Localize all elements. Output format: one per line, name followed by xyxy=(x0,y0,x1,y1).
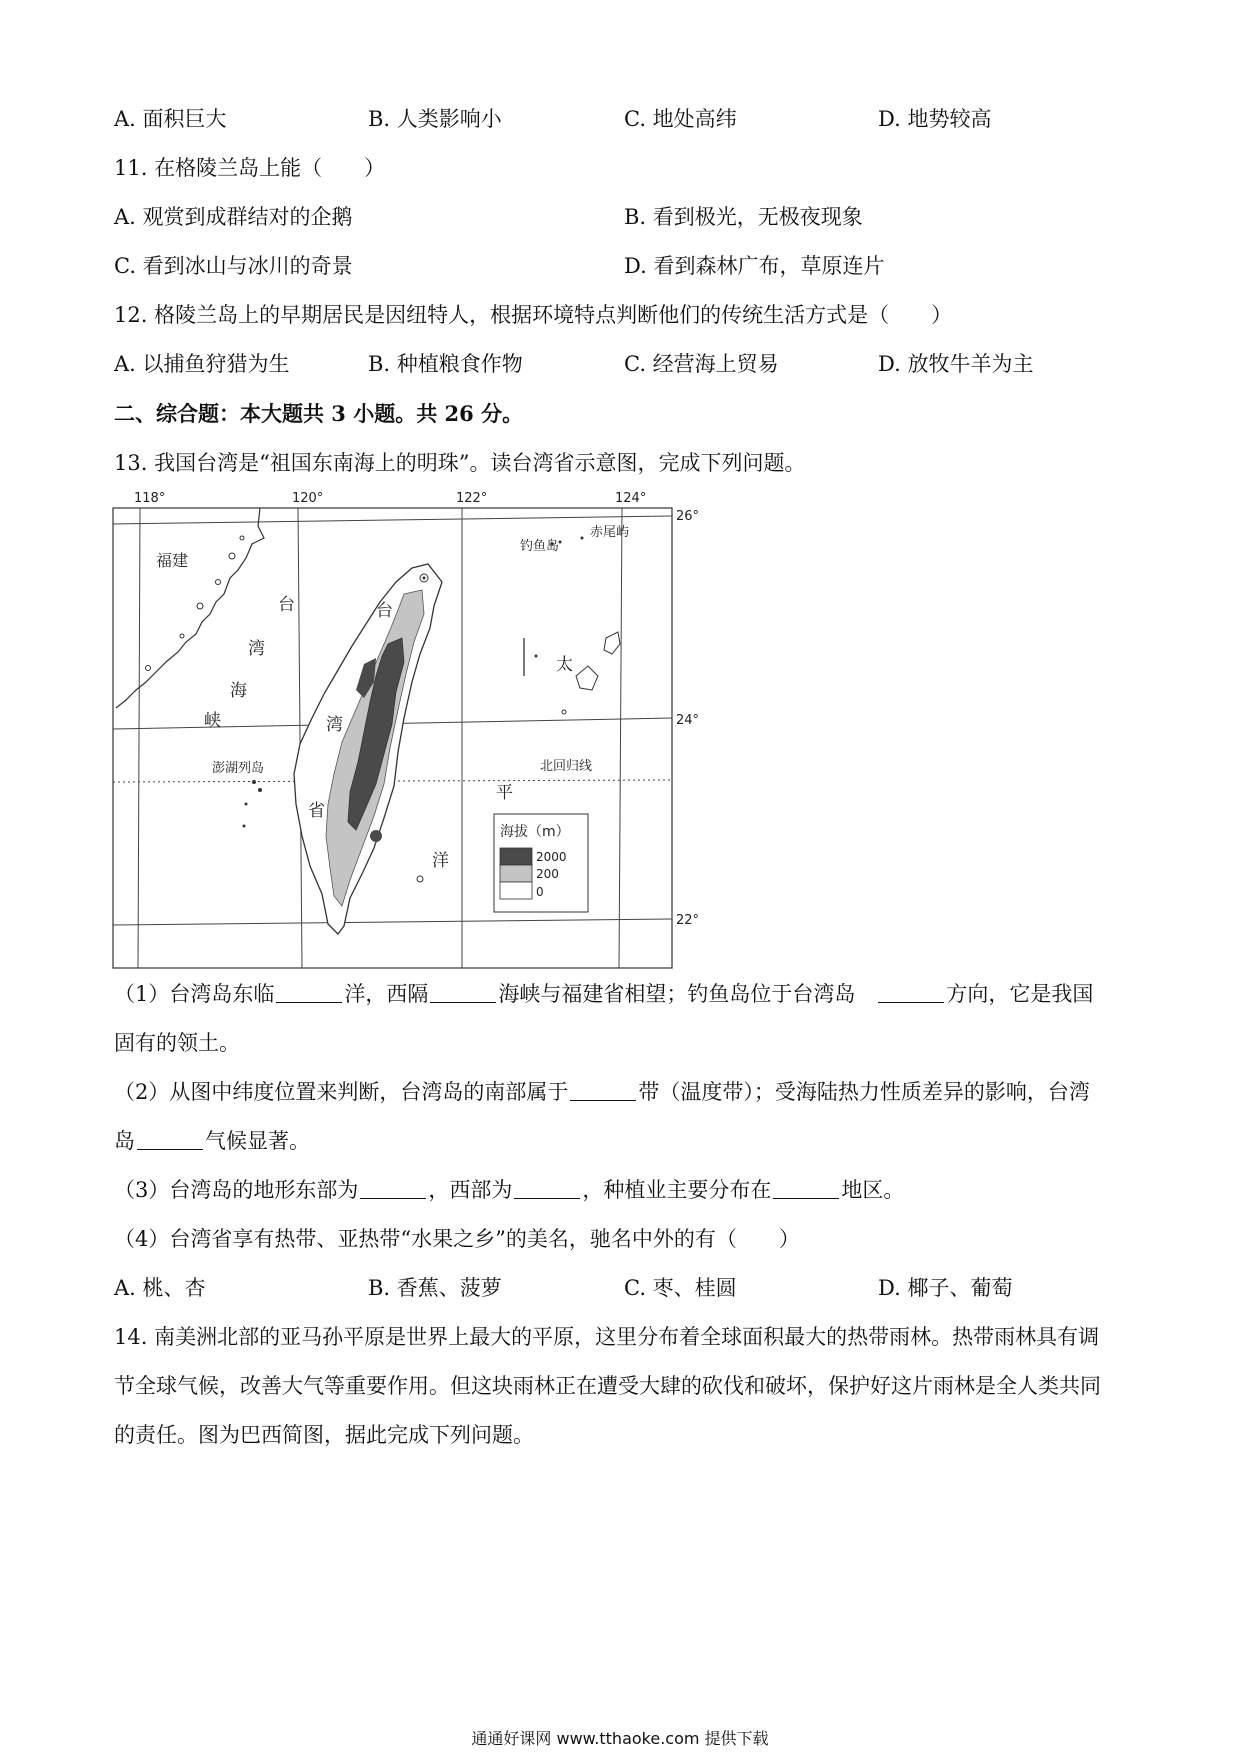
label-province-3: 省 xyxy=(308,801,325,821)
label-strait-4: 峡 xyxy=(204,711,221,731)
label-ocean-3: 洋 xyxy=(432,851,449,871)
q12-option-b: B. 种植粮食作物 xyxy=(368,352,523,376)
q13-part4: （4）台湾省享有热带、亚热带“水果之乡”的美名，驰名中外的有（ ） xyxy=(114,1227,800,1251)
label-province-1: 台 xyxy=(376,601,393,621)
q14-line-3: 的责任。图为巴西简图，据此完成下列问题。 xyxy=(114,1423,534,1447)
q13-option-d: D. 椰子、葡萄 xyxy=(878,1276,1013,1300)
page-footer: 通通好课网 www.tthaoke.com 提供下载 xyxy=(471,1729,769,1748)
label-penghu: 澎湖列岛 xyxy=(212,761,265,776)
lon-label-122: 122° xyxy=(456,491,488,506)
label-diaoyu: 钓鱼岛 xyxy=(520,539,560,554)
lat-label-24: 24° xyxy=(676,713,700,728)
q11-stem: 11. 在格陵兰岛上能（ ） xyxy=(114,156,386,180)
q10-option-d: D. 地势较高 xyxy=(878,107,992,131)
q13-part2-cont: 岛 气候显著。 xyxy=(114,1129,310,1153)
elevation-legend xyxy=(494,814,588,912)
q12-stem: 12. 格陵兰岛上的早期居民是因纽特人，根据环境特点判断他们的传统生活方式是（ ） xyxy=(114,303,953,327)
q11-option-b: B. 看到极光，无极夜现象 xyxy=(624,205,863,229)
label-strait-1: 台 xyxy=(278,595,295,615)
q12-option-c: C. 经营海上贸易 xyxy=(624,352,779,376)
q13-option-a: A. 桃、杏 xyxy=(114,1276,206,1300)
label-tropic: 北回归线 xyxy=(540,759,593,774)
q10-option-a: A. 面积巨大 xyxy=(114,107,227,131)
q13-option-c: C. 枣、桂圆 xyxy=(624,1276,737,1300)
q12-option-d: D. 放牧牛羊为主 xyxy=(878,352,1034,376)
q10-option-b: B. 人类影响小 xyxy=(368,107,502,131)
label-chiwei: 赤尾屿 xyxy=(590,525,630,540)
q14-line-2: 节全球气候，改善大气等重要作用。但这块雨林正在遭受大肆的砍伐和破坏，保护好这片雨林是全人类共同 xyxy=(114,1374,1101,1398)
taiwan-map xyxy=(112,486,700,976)
lat-label-26: 26° xyxy=(676,509,700,524)
lon-label-120: 120° xyxy=(292,491,324,506)
label-ocean-1: 太 xyxy=(556,655,573,675)
q13-part2: （2）从图中纬度位置来判断，台湾岛的南部属于 带（温度带）；受海陆热力性质差异的影响，台湾 xyxy=(114,1080,1090,1104)
legend-swatch-2000 xyxy=(500,848,532,865)
label-strait-3: 海 xyxy=(230,681,247,701)
label-strait-2: 湾 xyxy=(248,639,265,659)
legend-level-0: 0 xyxy=(536,885,544,899)
q13-stem: 13. 我国台湾是“祖国东南海上的明珠”。读台湾省示意图，完成下列问题。 xyxy=(114,451,806,475)
label-fujian: 福建 xyxy=(156,551,189,570)
q11-option-d: D. 看到森林广布，草原连片 xyxy=(624,254,885,278)
section-title: 二、综合题：本大题共 3 小题。共 26 分。 xyxy=(114,401,524,426)
q13-part3: （3）台湾岛的地形东部为 ，西部为 ，种植业主要分布在 地区。 xyxy=(114,1178,905,1202)
q11-option-c: C. 看到冰山与冰川的奇景 xyxy=(114,254,353,278)
q13-option-b: B. 香蕉、菠萝 xyxy=(368,1276,502,1300)
legend-level-2000: 2000 xyxy=(536,850,567,864)
legend-level-200: 200 xyxy=(536,867,559,881)
lat-label-22: 22° xyxy=(676,913,700,928)
q13-part1-cont: 固有的领土。 xyxy=(114,1031,240,1055)
lon-label-118: 118° xyxy=(134,491,166,506)
q11-option-a: A. 观赏到成群结对的企鹅 xyxy=(114,205,353,229)
legend-title: 海拔（m） xyxy=(500,824,570,840)
label-ocean-2: 平 xyxy=(496,783,513,803)
legend-swatch-200 xyxy=(500,865,532,882)
lon-label-124: 124° xyxy=(615,491,647,506)
q14-line-1: 14. 南美洲北部的亚马孙平原是世界上最大的平原，这里分布着全球面积最大的热带雨林。热带雨林具有调 xyxy=(114,1325,1100,1349)
q10-option-c: C. 地处高纬 xyxy=(624,107,737,131)
legend-swatch-0 xyxy=(500,882,532,899)
q13-part1: （1）台湾岛东临 洋，西隔 海峡与福建省相望；钓鱼岛位于台湾岛 方向，它是我国 xyxy=(114,982,1094,1006)
q12-option-a: A. 以捕鱼狩猎为生 xyxy=(114,352,290,376)
label-province-2: 湾 xyxy=(326,715,343,735)
